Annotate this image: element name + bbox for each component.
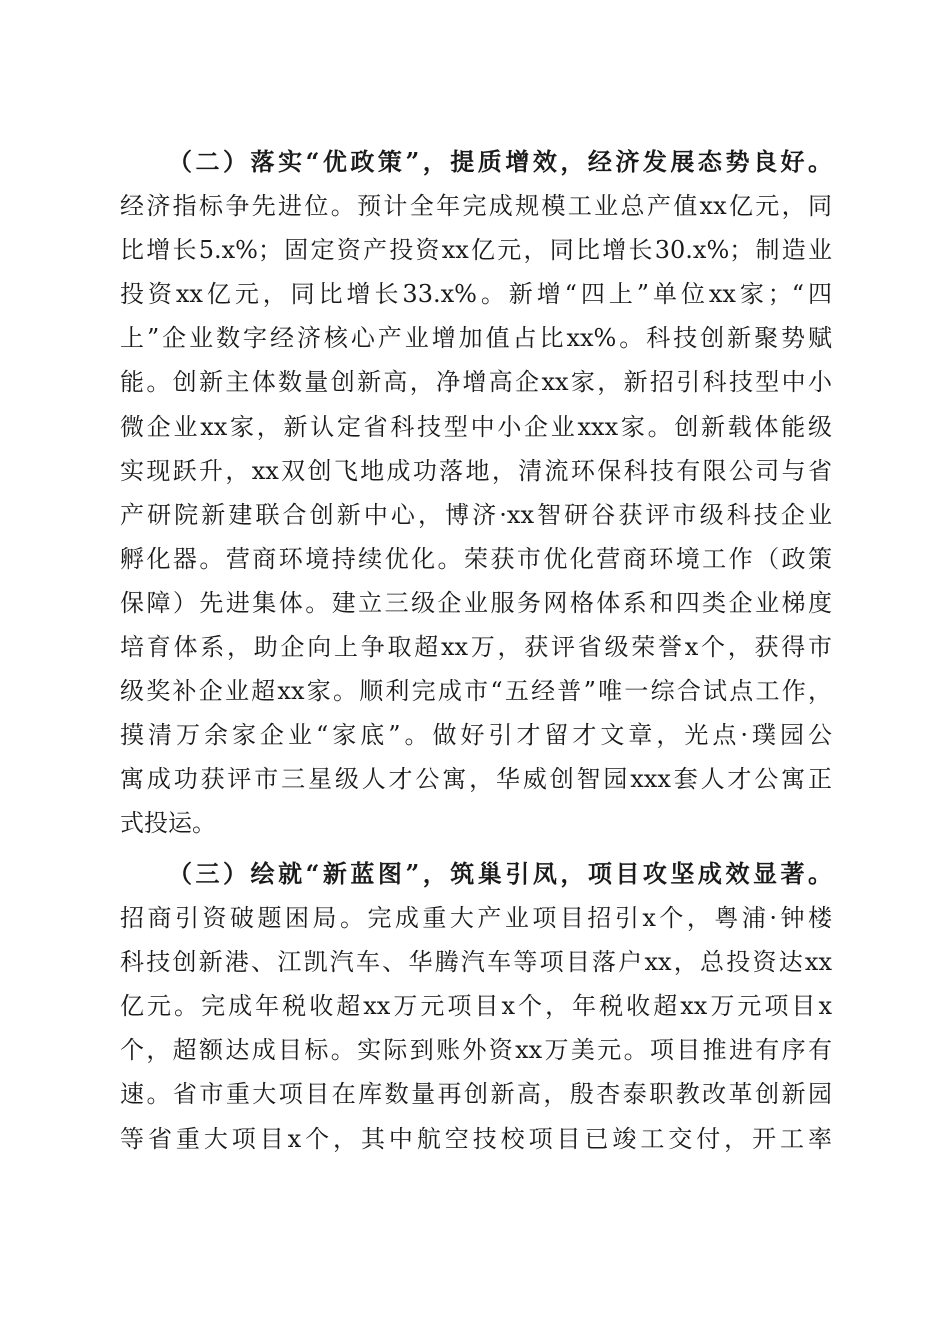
section-heading-2: （二）落实“优政策”，提质增效，经济发展态势良好。: [168, 147, 832, 176]
text-line: 科技创新港、江凯汽车、华腾汽车等项目落户xx，总投资达xx: [120, 948, 832, 977]
text-line: 上”企业数字经济核心产业增加值占比xx%。科技创新聚势赋: [120, 324, 832, 353]
text-line: 保障）先进集体。建立三级企业服务网格体系和四类企业梯度: [120, 588, 832, 617]
text-line: 孵化器。营商环境持续优化。荣获市优化营商环境工作（政策: [120, 544, 832, 573]
text-line: 比增长5.x%；固定资产投资xx亿元，同比增长30.x%；制造业: [120, 236, 832, 265]
text-line: 个，超额达成目标。实际到账外资xx万美元。项目推进有序有: [120, 1036, 832, 1065]
text-line: 式投运。: [120, 809, 216, 838]
paragraph-project-investment: [120, 852, 832, 1161]
text-line: 速。省市重大项目在库数量再创新高，殷杏泰职教改革创新园: [120, 1080, 832, 1109]
text-line: 微企业xx家，新认定省科技型中小企业xxx家。创新载体能级: [120, 412, 832, 441]
text-line: 等省重大项目x个，其中航空技校项目已竣工交付，开工率: [120, 1124, 832, 1153]
section-heading-3: （三）绘就“新蓝图”，筑巢引凤，项目攻坚成效显著。: [168, 859, 832, 888]
text-line: 寓成功获评市三星级人才公寓，华威创智园xxx套人才公寓正: [120, 765, 832, 794]
text-line: 亿元。完成年税收超xx万元项目x个，年税收超xx万元项目x: [120, 992, 832, 1021]
text-line: 招商引资破题困局。完成重大产业项目招引x个，粤浦·钟楼: [120, 904, 832, 933]
text-line: 产研院新建联合创新中心，博济·xx智研谷获评市级科技企业: [120, 500, 832, 529]
text-line: 实现跃升，xx双创飞地成功落地，清流环保科技有限公司与省: [120, 456, 832, 485]
text-line: 投资xx亿元，同比增长33.x%。新增“四上”单位xx家；“四: [120, 280, 832, 309]
text-line: 级奖补企业超xx家。顺利完成市“五经普”唯一综合试点工作，: [120, 677, 832, 706]
text-line: 经济指标争先进位。预计全年完成规模工业总产值xx亿元，同: [120, 192, 832, 221]
text-line: 能。创新主体数量创新高，净增高企xx家，新招引科技型中小: [120, 368, 832, 397]
text-line: 培育体系，助企向上争取超xx万，获评省级荣誉x个，获得市: [120, 633, 832, 662]
text-line: 摸清万余家企业“家底”。做好引才留才文章，光点·璞园公: [120, 721, 832, 750]
paragraph-economic-development: [120, 140, 832, 846]
